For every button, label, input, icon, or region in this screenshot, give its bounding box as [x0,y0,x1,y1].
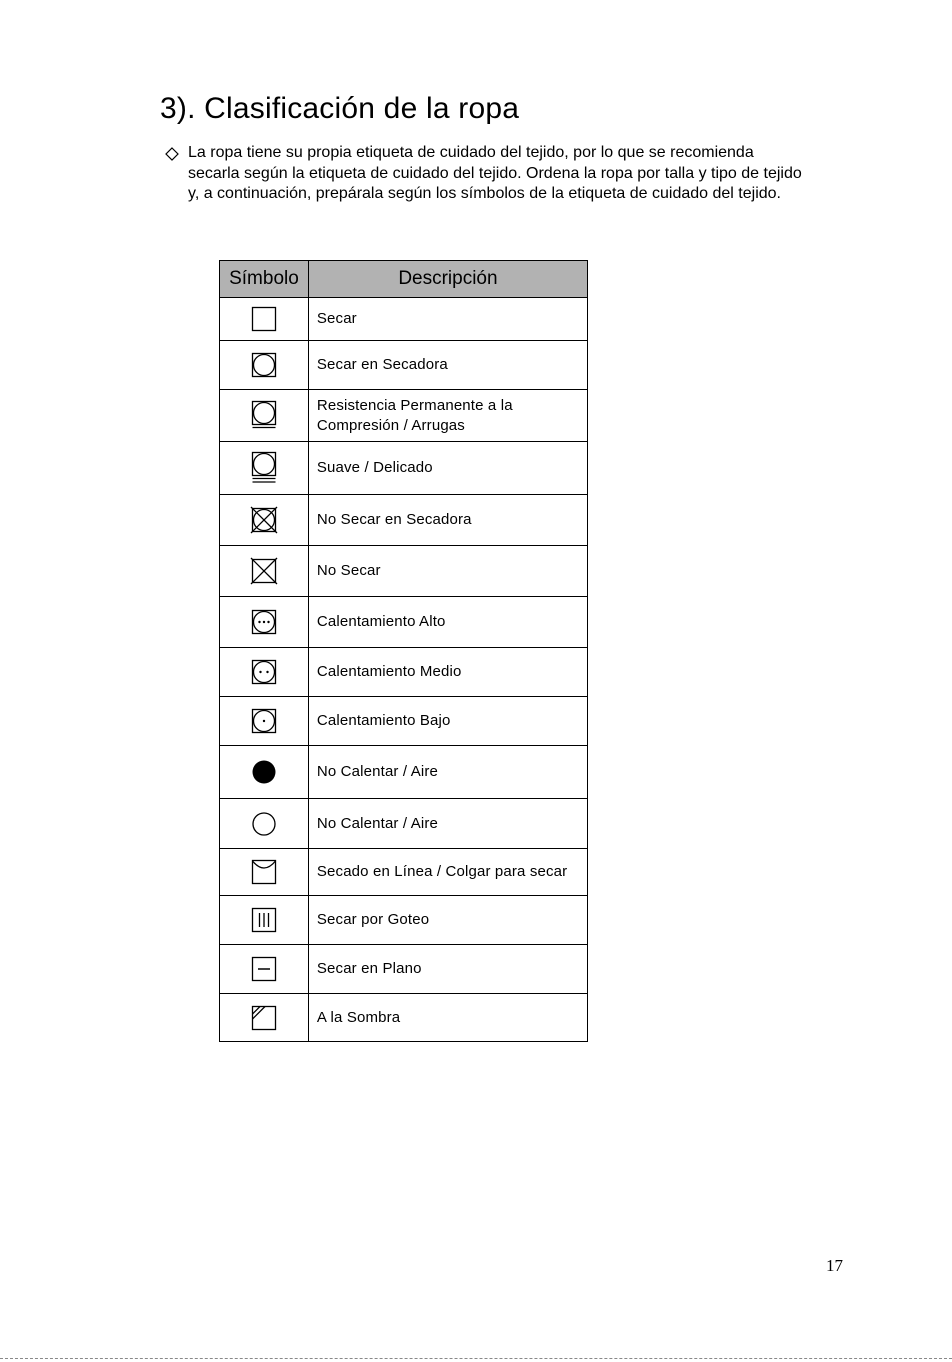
description-cell: Calentamiento Alto [308,597,587,648]
tumble-dry-gentle-icon [251,451,277,485]
square-icon [251,306,277,332]
dry-in-shade-icon [251,1005,277,1031]
do-not-tumble-dry-icon [250,506,278,534]
description-cell: Secar en Secadora [308,341,587,390]
symbol-cell [220,746,309,799]
symbol-cell [220,341,309,390]
no-heat-filled-circle-icon [251,759,277,785]
description-cell: Suave / Delicado [308,442,587,495]
table-row [220,945,588,994]
description-cell: Secar [308,298,587,341]
table-row [220,648,588,697]
do-not-dry-icon [250,557,278,585]
symbol-cell [220,849,309,896]
description-cell: Calentamiento Bajo [308,697,587,746]
description-cell: No Secar en Secadora [308,495,587,546]
symbol-column-header: Símbolo [220,261,309,298]
page-bottom-divider [0,1358,952,1359]
description-cell: No Secar [308,546,587,597]
symbol-cell [220,648,309,697]
dry-flat-icon [251,956,277,982]
tumble-dry-high-heat-icon [251,609,277,635]
page-number: 17 [826,1256,843,1275]
intro-paragraph: La ropa tiene su propia etiqueta de cuidado del tejido, por lo que se recomienda secarla según la etiqueta de cuidado del tejido. Ordena la ropa por talla y tipo de tejido y, a continuación, prepárala según los símbolos de la etiqueta de cuidado del tejido. [188,144,802,203]
symbol-cell [220,799,309,849]
description-cell: No Calentar / Aire [308,799,587,849]
care-symbols-table [219,260,588,1042]
diamond-outline-icon [164,146,180,162]
description-column-header: Descripción [308,261,587,298]
symbol-cell [220,994,309,1042]
table-row [220,495,588,546]
description-cell: Resistencia Permanente a la Compresión / Arrugas [308,390,587,442]
table-header-row [220,261,588,298]
intro-bullet [164,143,804,205]
table-row [220,994,588,1042]
description-cell: No Calentar / Aire [308,746,587,799]
symbol-cell [220,390,309,442]
symbol-cell [220,298,309,341]
table-row [220,298,588,341]
tumble-dry-low-heat-icon [251,708,277,734]
tumble-dry-medium-heat-icon [251,659,277,685]
table-row [220,442,588,495]
table-row [220,597,588,648]
tumble-dry-permanent-press-icon [251,400,277,432]
symbol-cell [220,442,309,495]
table-row [220,746,588,799]
symbol-cell [220,495,309,546]
description-cell: Secar por Goteo [308,896,587,945]
no-heat-outline-circle-icon [251,811,277,837]
table-row [220,697,588,746]
table-row [220,896,588,945]
line-dry-icon [251,859,277,885]
table-row [220,390,588,442]
description-cell: Secar en Plano [308,945,587,994]
symbol-cell [220,896,309,945]
table-row [220,341,588,390]
symbol-cell [220,697,309,746]
tumble-dry-icon [251,352,277,378]
page-title: 3). Clasificación de la ropa [160,92,520,125]
symbol-cell [220,546,309,597]
table-row [220,546,588,597]
description-cell: A la Sombra [308,994,587,1042]
drip-dry-icon [251,907,277,933]
symbol-cell [220,597,309,648]
table-row [220,799,588,849]
description-cell: Secado en Línea / Colgar para secar [308,849,587,896]
description-cell: Calentamiento Medio [308,648,587,697]
table-row [220,849,588,896]
symbol-cell [220,945,309,994]
